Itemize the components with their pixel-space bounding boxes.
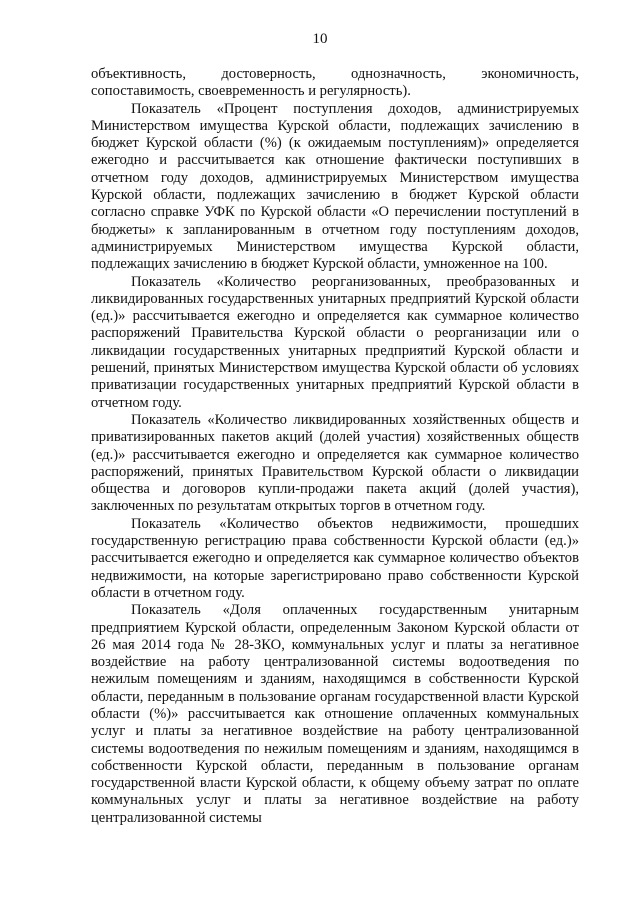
paragraph-real-estate-registration-indicator: Показатель «Количество объектов недвижимости, прошедших государственную регистрацию права собственности Курской области (ед.)» рассчитывается ежегодно и определяется как суммарное количество объектов недвижимости, на которые зарегистрировано право собственности Курской области в отчетном году. [91,515,579,601]
paragraph-continuation: объективность, достоверность, однозначность, экономичность, сопоставимость, своевременность и регулярность). [91,66,579,100]
paragraph-liquidated-companies-indicator: Показатель «Количество ликвидированных хозяйственных обществ и приватизированных пакетов акций (долей участия) хозяйственных обществ (ед.)» рассчитывается ежегодно и определяется как суммарное количество распоряжений, принятых Правительством Курской области о ликвидации общества и договоров купли-продажи пакета акций (долей участия), заключенных по результатам открытых торгов в отчетном году. [91,411,579,515]
document-body [91,66,579,827]
paragraph-reorganized-enterprises-indicator: Показатель «Количество реорганизованных, преобразованных и ликвидированных государственных унитарных предприятий Курской области (ед.)» рассчитывается ежегодно и определяется как суммарное количество распоряжений Правительства Курской области о реорганизации или о ликвидации государственных унитарных предприятий Курской области и решений, принятых Министерством имущества Курской области об условиях приватизации государственных унитарных предприятий Курской области в отчетном году. [91,273,579,411]
page-number: 10 [312,31,328,47]
paragraph-utility-payments-indicator: Показатель «Доля оплаченных государственным унитарным предприятием Курской области, определенным Законом Курской области от 26 мая 2014 года № 28-ЗКО, коммунальных услуг и платы за негативное воздействие на работу централизованной системы водоотведения по нежилым помещениям и зданиям, находящимся в собственности Курской области, переданным в пользование органам государственной власти Курской области (%)» рассчитывается как отношение оплаченных коммунальных услуг и платы за негативное воздействие на работу централизованной системы водоотведения по нежилым помещениям и зданиям, находящимся в собственности Курской области, переданным в пользование органам государственной власти Курской области, к общему объему затрат по оплате коммунальных услуг и платы за негативное воздействие на работу централизованной системы [91,602,579,826]
paragraph-revenue-indicator: Показатель «Процент поступления доходов, администрируемых Министерством имущества Курской области, подлежащих зачислению в бюджет Курской области (%) (к ожидаемым поступлениям)» определяется ежегодно и рассчитывается как отношение фактически поступивших в отчетном году доходов, администрируемых Министерством имущества Курской области, подлежащих зачислению в бюджет Курской области согласно справке УФК по Курской области «О перечислении поступлений в бюджеты» к запланированным в отчетном году поступлениям доходов, администрируемых Министерством имущества Курской области, подлежащих зачислению в бюджет Курской области, умноженное на 100. [91,100,579,273]
